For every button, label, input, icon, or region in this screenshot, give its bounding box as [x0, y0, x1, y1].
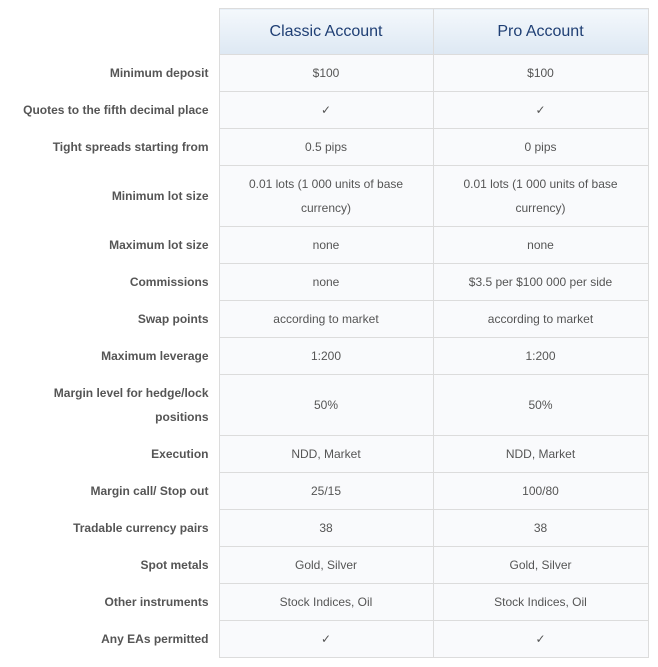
classic-value: Gold, Silver — [219, 547, 433, 584]
pro-value: according to market — [433, 301, 648, 338]
table-row — [0, 227, 648, 264]
table-row — [0, 301, 648, 338]
pro-value: NDD, Market — [433, 436, 648, 473]
classic-value: 1:200 — [219, 338, 433, 375]
row-label: Commissions — [129, 275, 209, 289]
header-pro-account: Pro Account — [433, 9, 648, 55]
table-row — [0, 473, 648, 510]
table-row — [0, 375, 648, 436]
row-label: Minimum lot size — [111, 189, 209, 203]
row-label: Execution — [151, 447, 209, 461]
table-row — [0, 547, 648, 584]
table-row — [0, 338, 648, 375]
checkmark-icon: ✓ — [219, 621, 433, 658]
table-row — [0, 129, 648, 166]
pro-value: 38 — [433, 510, 648, 547]
pro-value: 50% — [433, 375, 648, 436]
classic-value: 0.01 lots (1 000 units of base currency) — [219, 166, 433, 227]
classic-value: Stock Indices, Oil — [219, 584, 433, 621]
row-label: Margin call/ Stop out — [90, 484, 209, 498]
checkmark-icon: ✓ — [433, 92, 648, 129]
classic-value: according to market — [219, 301, 433, 338]
classic-value: 38 — [219, 510, 433, 547]
classic-value: 25/15 — [219, 473, 433, 510]
classic-value: 50% — [219, 375, 433, 436]
classic-value: none — [219, 264, 433, 301]
classic-value: NDD, Market — [219, 436, 433, 473]
table-row — [0, 584, 648, 621]
pro-value: 1:200 — [433, 338, 648, 375]
row-label: Tight spreads starting from — [52, 140, 209, 154]
row-label: Spot metals — [140, 558, 209, 572]
classic-value: 0.5 pips — [219, 129, 433, 166]
row-label: Tradable currency pairs — [73, 521, 209, 535]
row-label: Maximum leverage — [101, 349, 209, 363]
pro-value: Gold, Silver — [433, 547, 648, 584]
header-classic-account: Classic Account — [219, 9, 433, 55]
account-comparison-table — [0, 8, 649, 658]
checkmark-icon: ✓ — [219, 92, 433, 129]
table-row — [0, 92, 648, 129]
pro-value: 100/80 — [433, 473, 648, 510]
pro-value: none — [433, 227, 648, 264]
row-label: Minimum deposit — [109, 66, 209, 80]
pro-value: $100 — [433, 55, 648, 92]
checkmark-icon: ✓ — [433, 621, 648, 658]
row-label: Quotes to the fifth decimal place — [23, 103, 209, 117]
pro-value: $3.5 per $100 000 per side — [433, 264, 648, 301]
pro-value: Stock Indices, Oil — [433, 584, 648, 621]
classic-value: $100 — [219, 55, 433, 92]
table-row — [0, 55, 648, 92]
row-label: Margin level for hedge/lock positions — [53, 386, 209, 424]
table-row — [0, 436, 648, 473]
row-label: Any EAs permitted — [101, 632, 209, 646]
header-empty-cell — [0, 9, 219, 55]
header-row — [0, 9, 648, 55]
classic-value: none — [219, 227, 433, 264]
table-row — [0, 166, 648, 227]
table-row — [0, 510, 648, 547]
pro-value: 0 pips — [433, 129, 648, 166]
row-label: Other instruments — [104, 595, 209, 609]
pro-value: 0.01 lots (1 000 units of base currency) — [433, 166, 648, 227]
table-row — [0, 621, 648, 658]
row-label: Maximum lot size — [109, 238, 209, 252]
row-label: Swap points — [137, 312, 209, 326]
table-row — [0, 264, 648, 301]
